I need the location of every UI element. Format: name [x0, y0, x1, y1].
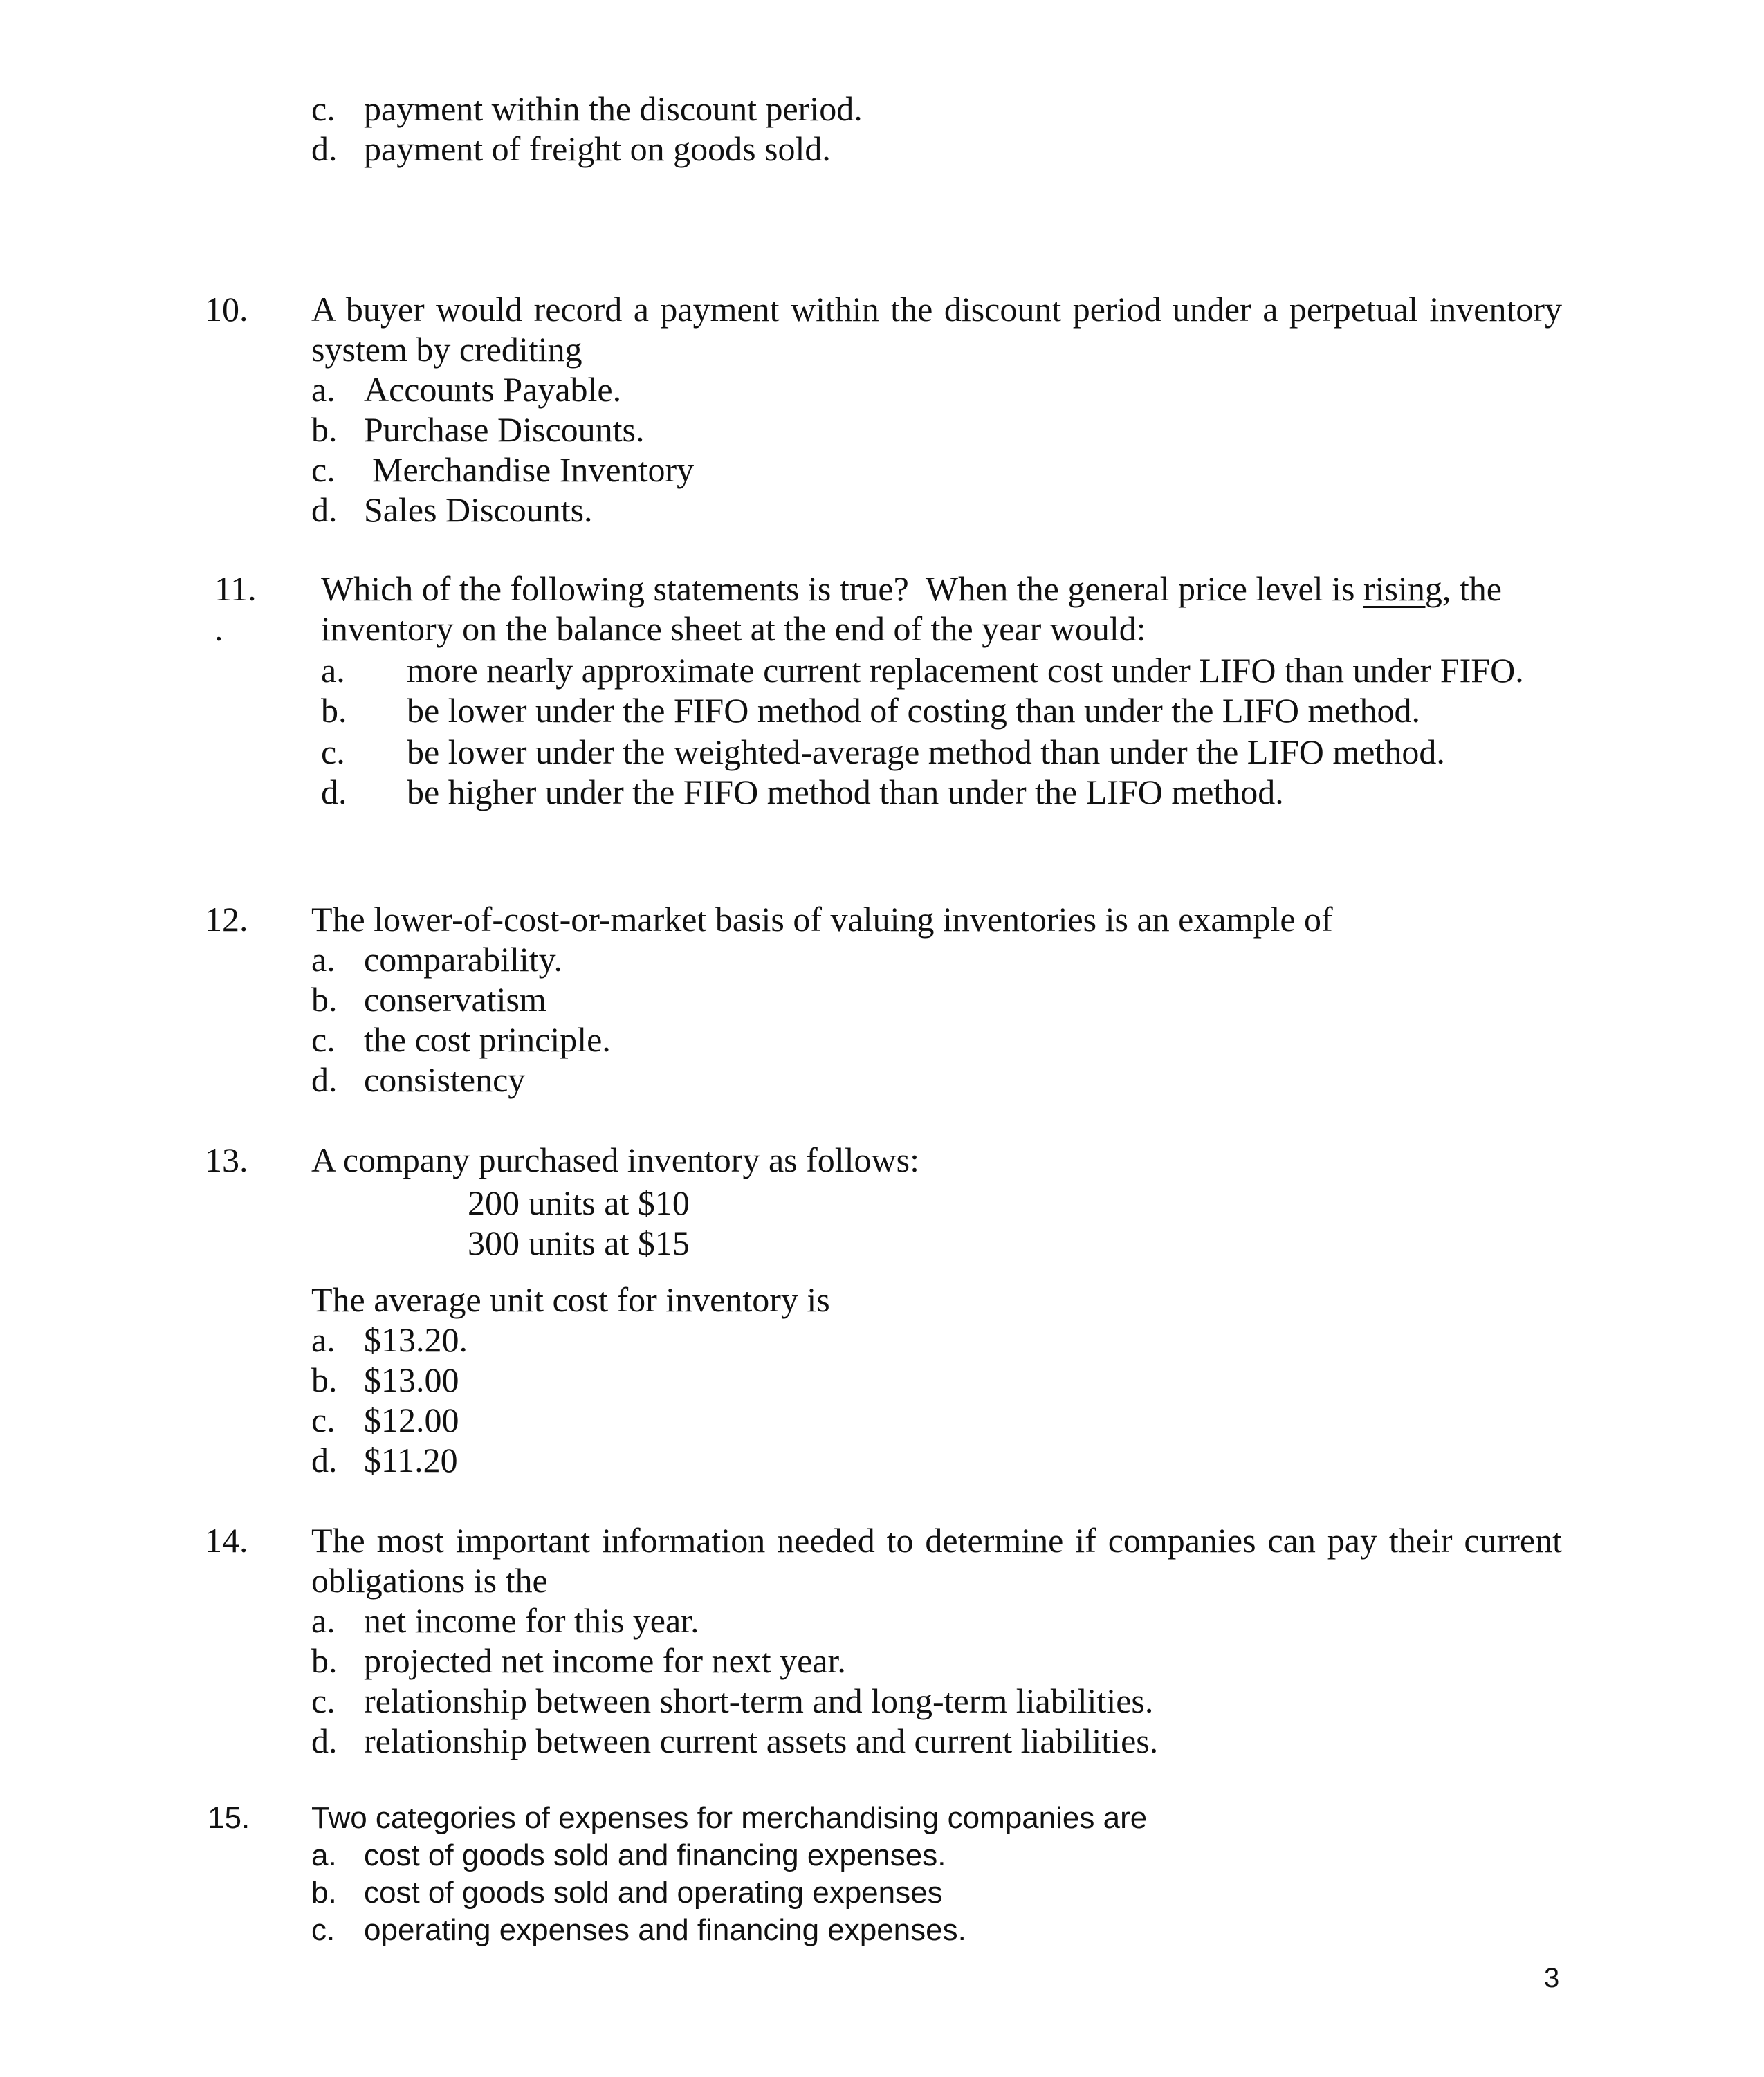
- option-letter: c.: [311, 450, 336, 489]
- option-text: be higher under the FIFO method than under the LIFO method.: [407, 773, 1284, 811]
- option-text: relationship between short-term and long-term liabilities.: [364, 1681, 1154, 1720]
- option-text: be lower under the weighted-average method than under the LIFO method.: [407, 732, 1445, 771]
- purchase-line: 300 units at $15: [468, 1224, 690, 1262]
- option-letter: c.: [311, 1681, 336, 1720]
- option-letter: b.: [311, 980, 338, 1019]
- question-prompt: The average unit cost for inventory is: [311, 1280, 830, 1319]
- option-text: payment within the discount period.: [364, 89, 863, 128]
- option-text: cost of goods sold and operating expenses: [364, 1876, 943, 1910]
- underlined-word: rising: [1363, 569, 1442, 608]
- option-letter: d.: [311, 129, 338, 168]
- option-letter: d.: [321, 773, 347, 811]
- option-text: conservatism: [364, 980, 546, 1019]
- option-text: cost of goods sold and financing expenses.: [364, 1838, 946, 1872]
- question-stem-line-2: inventory on the balance sheet at the end of the year would:: [321, 609, 1146, 648]
- option-letter: b.: [311, 1641, 338, 1680]
- option-letter: c.: [311, 1020, 336, 1059]
- option-text: Purchase Discounts.: [364, 410, 645, 449]
- question-number: 13.: [205, 1141, 248, 1179]
- question-number: 15.: [208, 1801, 250, 1835]
- option-letter: c.: [311, 89, 336, 128]
- option-letter: b.: [311, 1360, 338, 1399]
- option-text: operating expenses and financing expenses.: [364, 1913, 966, 1947]
- question-number: 11.: [214, 569, 257, 608]
- option-text: be lower under the FIFO method of costing than under the LIFO method.: [407, 691, 1420, 730]
- option-letter: a.: [311, 1838, 337, 1872]
- stem-text: Which of the following statements is true? When the general price level is: [321, 569, 1363, 608]
- option-text: net income for this year.: [364, 1601, 699, 1640]
- question-number: 14.: [205, 1521, 248, 1560]
- question-number: 12.: [205, 900, 248, 939]
- option-text: more nearly approximate current replacement cost under LIFO than under FIFO.: [407, 651, 1524, 690]
- question-stem: A buyer would record a payment within the discount period under a perpetual inventory system by crediting: [311, 290, 1562, 369]
- option-letter: d.: [311, 1721, 338, 1760]
- option-text: projected net income for next year.: [364, 1641, 846, 1680]
- option-text: comparability.: [364, 940, 562, 979]
- option-text: $12.00: [364, 1401, 459, 1439]
- option-text: the cost principle.: [364, 1020, 611, 1059]
- option-text: Merchandise Inventory: [372, 450, 695, 489]
- option-text: $13.00: [364, 1360, 459, 1399]
- option-text: relationship between current assets and current liabilities.: [364, 1721, 1159, 1760]
- option-letter: a.: [311, 1601, 336, 1640]
- option-text: $13.20.: [364, 1320, 468, 1359]
- stray-dot: .: [214, 609, 223, 648]
- option-letter: d.: [311, 1441, 338, 1479]
- option-letter: a.: [311, 370, 336, 409]
- option-text: consistency: [364, 1060, 526, 1099]
- option-letter: d.: [311, 490, 338, 529]
- question-stem: A company purchased inventory as follows:: [311, 1141, 919, 1179]
- question-stem: Two categories of expenses for merchandising companies are: [311, 1801, 1148, 1835]
- option-letter: b.: [321, 691, 347, 730]
- option-text: Accounts Payable.: [364, 370, 622, 409]
- option-letter: c.: [311, 1401, 336, 1439]
- question-stem: The lower-of-cost-or-market basis of valuing inventories is an example of: [311, 900, 1333, 939]
- option-letter: d.: [311, 1060, 338, 1099]
- option-text: $11.20: [364, 1441, 458, 1479]
- option-letter: a.: [311, 940, 336, 979]
- question-number: 10.: [205, 290, 248, 329]
- option-text: Sales Discounts.: [364, 490, 593, 529]
- option-letter: b.: [311, 410, 338, 449]
- purchase-line: 200 units at $10: [468, 1183, 690, 1222]
- option-letter: c.: [311, 1913, 336, 1947]
- option-letter: a.: [321, 651, 345, 690]
- option-letter: b.: [311, 1876, 337, 1910]
- question-stem: The most important information needed to determine if companies can pay their current obligations is the: [311, 1521, 1562, 1600]
- option-text: payment of freight on goods sold.: [364, 129, 831, 168]
- option-letter: c.: [321, 732, 345, 771]
- question-stem-line-1: [321, 569, 1502, 609]
- option-letter: a.: [311, 1320, 336, 1359]
- stem-text: , the: [1442, 569, 1502, 608]
- page-number: 3: [1544, 1963, 1560, 1993]
